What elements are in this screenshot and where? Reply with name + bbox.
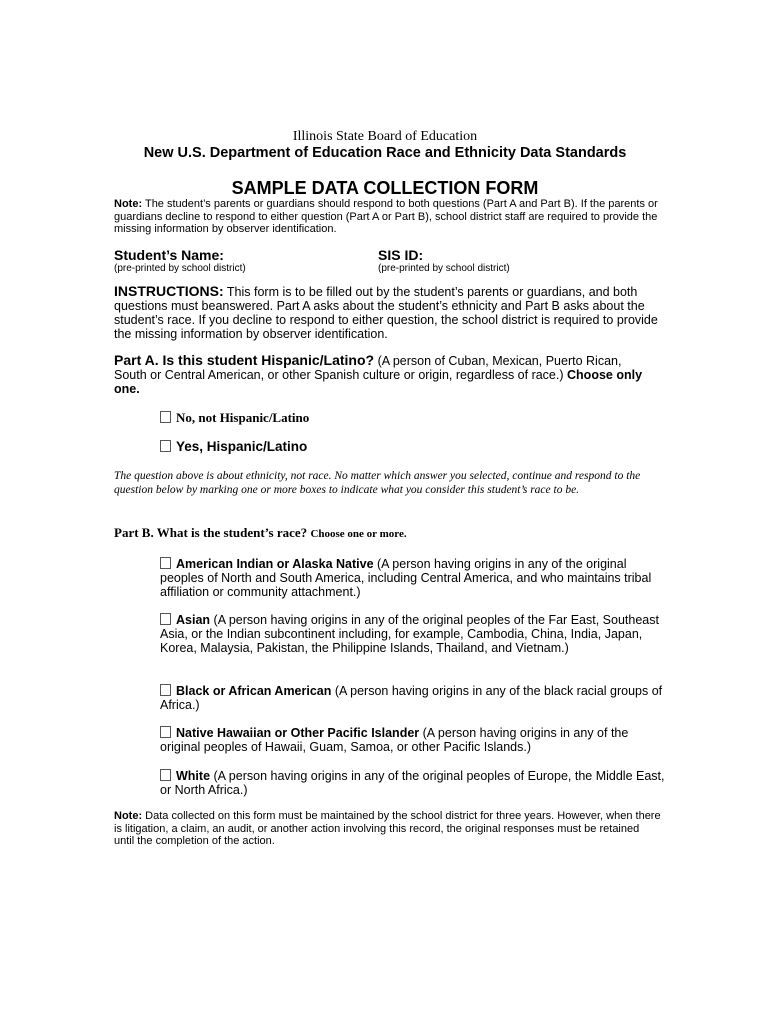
sis-id-label: SIS ID: xyxy=(378,247,424,263)
part-b-choose: Choose one or more. xyxy=(310,528,407,540)
asian-label: Asian xyxy=(176,613,211,627)
agency-name: Illinois State Board of Education xyxy=(292,129,478,144)
bottom-note-text: Data collected on this form must be maintained by the school district for three years. However, when there is litigation, a claim, an audit, or another action involving this record, the original responses must be retained until the completion of the action. xyxy=(114,810,661,848)
option-not-hispanic[interactable] xyxy=(160,410,309,426)
page-subtitle: New U.S. Department of Education Race and Ethnicity Data Standards xyxy=(143,145,627,161)
black-description: (A person having origins in any of the black racial groups of Africa.) xyxy=(160,684,663,712)
part-b-question xyxy=(114,525,407,541)
student-name-hint: (pre-printed by school district) xyxy=(114,263,246,274)
instructions-label: INSTRUCTIONS: xyxy=(114,283,224,299)
bottom-note xyxy=(114,810,662,848)
bottom-note-label: Note: xyxy=(114,810,143,822)
american-indian-checkbox[interactable] xyxy=(160,557,171,569)
instructions-text: This form is to be filled out by the student’s parents or guardians, and both questions must beanswered. Part A asks about the student’s ethnicity and Part B asks about the student’s race. If you decline to respond to either question, the school district is required to provide the missing information by observer identification. xyxy=(114,285,658,341)
pacific-islander-label: Native Hawaiian or Other Pacific Islander xyxy=(176,726,420,740)
race-option-asian[interactable] xyxy=(160,613,665,655)
part-a-question-label: Part A. Is this student Hispanic/Latino? xyxy=(114,352,375,368)
hispanic-checkbox[interactable] xyxy=(160,440,171,452)
ethnicity-note: The question above is about ethnicity, not race. No matter which answer you selected, continue and respond to the question below by marking one or more boxes to indicate what you consider this student’s race to be. xyxy=(114,470,641,496)
white-description: (A person having origins in any of the original peoples of Europe, the Middle East, or North Africa.) xyxy=(160,769,665,797)
sis-id-hint: (pre-printed by school district) xyxy=(378,263,510,274)
top-note xyxy=(114,198,662,236)
not-hispanic-label: No, not Hispanic/Latino xyxy=(176,410,310,425)
race-option-pacific-islander[interactable] xyxy=(160,726,665,754)
part-a-question xyxy=(114,353,654,396)
asian-checkbox[interactable] xyxy=(160,613,171,625)
part-a-choose: Choose only one. xyxy=(114,368,643,396)
form-title: SAMPLE DATA COLLECTION FORM xyxy=(231,178,539,198)
part-a-description: (A person of Cuban, Mexican, Puerto Rican, South or Central American, or other Spanish culture or origin, regardless of race.) xyxy=(114,354,622,382)
white-label: White xyxy=(176,769,211,783)
american-indian-label: American Indian or Alaska Native xyxy=(176,557,374,571)
black-label: Black or African American xyxy=(176,684,332,698)
instructions xyxy=(114,284,662,341)
white-checkbox[interactable] xyxy=(160,769,171,781)
race-option-white[interactable] xyxy=(160,769,665,797)
asian-description: (A person having origins in any of the original peoples of the Far East, Southeast Asia, or the Indian subcontinent including, for example, Cambodia, China, India, Japan, Korea, Malaysia, Pakistan, the Philippine Islands, Thailand, and Vietnam.) xyxy=(160,613,659,655)
option-hispanic[interactable] xyxy=(160,439,307,454)
black-checkbox[interactable] xyxy=(160,684,171,696)
pacific-islander-checkbox[interactable] xyxy=(160,726,171,738)
part-b-question-label: Part B. What is the student’s race? xyxy=(114,525,308,540)
top-note-text: The student’s parents or guardians should respond to both questions (Part A and Part B). If the parents or guardians decline to respond to either question (Part A or Part B), school district staff are required to provide the missing information by observer identification. xyxy=(114,198,658,236)
pacific-islander-description: (A person having origins in any of the original peoples of Hawaii, Guam, Samoa, or other Pacific Islands.) xyxy=(160,726,629,754)
student-name-label: Student’s Name: xyxy=(114,247,224,263)
top-note-label: Note: xyxy=(114,198,143,210)
race-option-black[interactable] xyxy=(160,684,665,712)
american-indian-description: (A person having origins in any of the original peoples of North and South America, including Central America, and who maintains tribal affiliation or community attachment.) xyxy=(160,557,652,599)
race-option-american-indian[interactable] xyxy=(160,557,665,599)
not-hispanic-checkbox[interactable] xyxy=(160,411,171,423)
hispanic-label: Yes, Hispanic/Latino xyxy=(176,439,308,454)
